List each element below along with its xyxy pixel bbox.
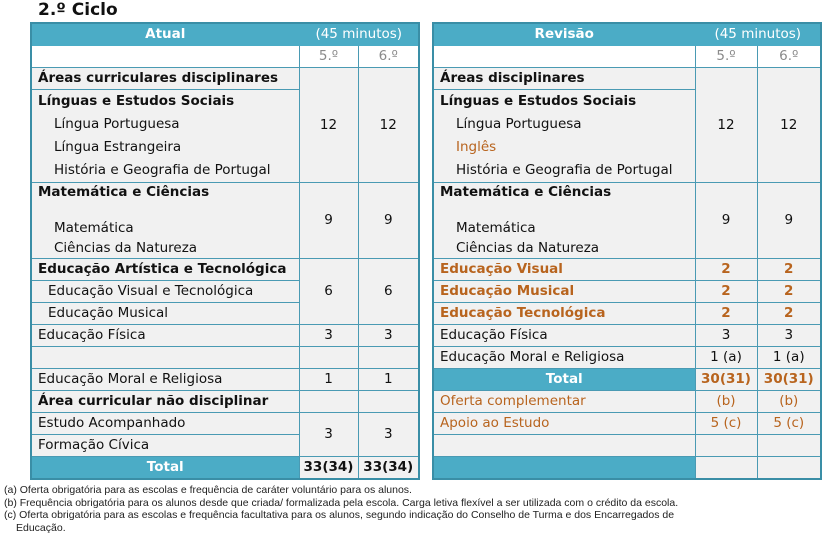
subject: Educação Visual e Tecnológica	[31, 281, 299, 303]
year-6: 6.º	[358, 46, 419, 68]
minutes-header: (45 minutos)	[299, 23, 419, 46]
subject: Educação Moral e Religiosa	[433, 347, 695, 369]
footnote: (b) Frequência obrigatória para os alunos desde que criada/ formalizada pela escola. Carga letiva flexível a ser utilizada com o crédito da escola.	[4, 496, 679, 509]
subject: Educação Física	[31, 325, 299, 347]
year-5: 5.º	[299, 46, 358, 68]
section-label: Áreas curriculares disciplinares	[31, 68, 299, 90]
subject: Estudo Acompanhado	[31, 413, 299, 435]
subject: Educação Moral e Religiosa	[31, 369, 299, 391]
table-header: Revisão	[433, 23, 695, 46]
subject: Educação Musical	[433, 281, 695, 303]
current-curriculum-table: Atual (45 minutos) 5.º 6.º Áreas curriculares disciplinares 12 12 Línguas e Estudos Sociais Língua Portuguesa Língua Estrangeira História e Geografia de Portugal Matemática e Ciências Matemática Ciências da Natureza 9 9 Educação Artística e Tecnológica 6 6 Educação Visual e Tecnológica Educação Musical Educação Física 3 3 Educação Moral e Religiosa 1 1 Área curricular não disciplinar Estudo Acompanhado 3 3 Formação Cívica Total 33(34) 33(34)	[30, 22, 420, 480]
subject: Educação Visual	[433, 259, 695, 281]
subject-group: Línguas e Estudos Sociais Língua Portuguesa Inglês História e Geografia de Portugal	[433, 90, 695, 183]
revised-curriculum-table: Revisão (45 minutos) 5.º 6.º Áreas disciplinares 12 12 Línguas e Estudos Sociais Língua Portuguesa Inglês História e Geografia de Portugal Matemática e Ciências Matemática Ciências da Natureza 9 9 Educação Visual 2 2 Educação Musical 2 2 Educação Tecnológica 2 2 Educação Física 3 3 Educação Moral e Religiosa 1 (a) 1 (a) Total 30(31) 30(31) Oferta complementar (b) (b) Apoio ao Estudo 5 (c) 5 (c)	[432, 22, 822, 480]
subject: Educação Física	[433, 325, 695, 347]
subject: Educação Musical	[31, 303, 299, 325]
table-header: Atual	[31, 23, 299, 46]
subject-group: Matemática e Ciências Matemática Ciências da Natureza	[31, 183, 299, 259]
section-label: Áreas disciplinares	[433, 68, 695, 90]
section-label: Área curricular não disciplinar	[31, 391, 299, 413]
footnotes	[4, 484, 678, 534]
subject: Oferta complementar	[433, 391, 695, 413]
subject: Educação Tecnológica	[433, 303, 695, 325]
subject: Formação Cívica	[31, 435, 299, 457]
subject: Apoio ao Estudo	[433, 413, 695, 435]
minutes-header: (45 minutos)	[695, 23, 821, 46]
footnote: (a) Oferta obrigatória para as escolas e frequência de caráter voluntário para os alunos.	[4, 484, 412, 496]
footnote: (c) Oferta obrigatória para as escolas e frequência facultativa para os alunos, segundo indicação do Conselho de Turma e dos Encarregados de	[4, 509, 675, 521]
subject-group: Línguas e Estudos Sociais Língua Portuguesa Língua Estrangeira História e Geografia de Portugal	[31, 90, 299, 183]
year-5: 5.º	[695, 46, 757, 68]
subject-group: Educação Artística e Tecnológica	[31, 259, 299, 281]
year-6: 6.º	[757, 46, 821, 68]
total-label: Total	[433, 369, 695, 391]
page-title: 2.º Ciclo	[38, 0, 118, 20]
total-label: Total	[31, 457, 299, 480]
subject-group: Matemática e Ciências Matemática Ciências da Natureza	[433, 183, 695, 259]
footnote: Educação.	[16, 521, 66, 534]
